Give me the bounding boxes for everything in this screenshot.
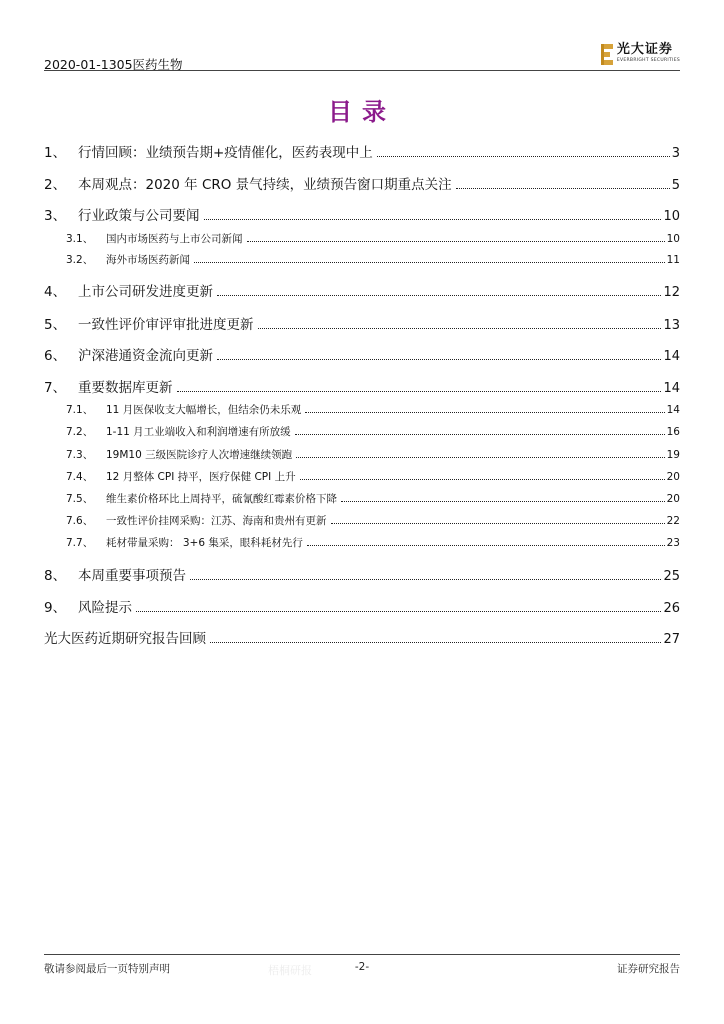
logo-name-en: EVERBRIGHT SECURITIES (616, 58, 680, 63)
toc-page: 14 (663, 381, 680, 396)
toc-page: 19 (666, 449, 680, 461)
toc-entry[interactable] (44, 173, 680, 193)
toc-leader (190, 578, 661, 580)
toc-leader (300, 478, 665, 480)
toc-page: 27 (663, 632, 680, 647)
toc-page: 20 (666, 493, 680, 505)
toc-leader (217, 358, 661, 360)
toc-page: 12 (663, 285, 680, 300)
report-type: 证券研究报告 (617, 963, 680, 975)
toc-title: 本周观点：2020 年 CRO 景气持续，业绩预告窗口期重点关注 (78, 177, 452, 193)
toc-leader (456, 187, 670, 189)
toc-title: 海外市场医药新闻 (106, 254, 190, 266)
toc-number: 9、 (44, 600, 67, 616)
toc-number: 7.4、 (66, 471, 94, 483)
everbright-logo (601, 42, 680, 66)
toc-number: 5、 (44, 317, 67, 333)
toc-title: 11 月医保收支大幅增长，但结余仍未乐观 (106, 404, 302, 416)
toc-title: 维生素价格环比上周持平，硫氰酸红霉素价格下降 (106, 493, 337, 505)
footer-divider (44, 954, 680, 955)
watermark: 梧桐研报 (268, 964, 312, 977)
toc-entry[interactable] (44, 376, 680, 396)
toc-title: 行情回顾：业绩预告期+疫情催化，医药表现中上 (78, 145, 373, 161)
toc-number: 3、 (44, 208, 67, 224)
toc-page: 13 (663, 318, 680, 333)
toc-subentry[interactable] (44, 513, 680, 529)
toc-entry[interactable] (44, 313, 680, 333)
toc-subentry[interactable] (44, 402, 680, 418)
toc-page: 10 (663, 209, 680, 224)
disclaimer-note: 敬请参阅最后一页特别声明 (44, 963, 170, 975)
toc-leader (247, 240, 665, 242)
toc-entry[interactable] (44, 344, 680, 364)
toc-page: 10 (666, 233, 680, 245)
toc-number: 3.1、 (66, 233, 94, 245)
toc-leader (307, 544, 665, 546)
toc-leader (210, 641, 661, 643)
toc-subentry[interactable] (44, 535, 680, 551)
page-title: 目录 (328, 98, 396, 126)
toc-page: 26 (663, 601, 680, 616)
toc-number: 7、 (44, 380, 67, 396)
toc-title: 风险提示 (78, 600, 132, 616)
toc-leader (194, 261, 665, 263)
toc-entry[interactable] (44, 627, 680, 647)
toc-number: 8、 (44, 568, 67, 584)
toc-leader (258, 327, 662, 329)
toc-subentry[interactable] (44, 252, 680, 268)
toc-leader (217, 294, 661, 296)
logo-mark-icon (601, 44, 613, 66)
toc-leader (204, 218, 662, 220)
header-divider (44, 70, 680, 71)
toc-entry[interactable] (44, 564, 680, 584)
toc-page: 14 (663, 349, 680, 364)
toc-number: 7.2、 (66, 426, 94, 438)
toc-title: 1-11 月工业端收入和利润增速有所放缓 (106, 426, 291, 438)
toc-number: 4、 (44, 284, 67, 300)
toc-subentry[interactable] (44, 447, 680, 463)
logo-name-cn: 光大证券 (616, 42, 673, 57)
toc-number: 3.2、 (66, 254, 94, 266)
toc-entry[interactable] (44, 596, 680, 616)
toc-number: 7.5、 (66, 493, 94, 505)
toc-leader (295, 433, 665, 435)
toc-number: 7.7、 (66, 537, 94, 549)
toc-title: 一致性评价审评审批进度更新 (78, 317, 254, 333)
toc-leader (331, 522, 665, 524)
toc-number: 7.6、 (66, 515, 94, 527)
toc-entry[interactable] (44, 280, 680, 300)
toc-subentry[interactable] (44, 424, 680, 440)
toc-leader (341, 500, 665, 502)
toc-title: 19M10 三级医院诊疗人次增速继续领跑 (106, 449, 293, 461)
report-date-code: 2020-01-1305医药生物 (44, 57, 183, 72)
toc-leader (136, 610, 661, 612)
toc-number: 7.3、 (66, 449, 94, 461)
toc-title: 上市公司研发进度更新 (78, 284, 213, 300)
toc-page: 16 (666, 426, 680, 438)
toc-page: 23 (666, 537, 680, 549)
toc-subentry[interactable] (44, 491, 680, 507)
toc-leader (305, 411, 664, 413)
toc-leader (296, 456, 665, 458)
toc-page: 14 (666, 404, 680, 416)
toc-title: 本周重要事项预告 (78, 568, 186, 584)
toc-page: 25 (663, 569, 680, 584)
toc-title: 行业政策与公司要闻 (78, 208, 200, 224)
toc-number: 2、 (44, 177, 67, 193)
toc-number: 6、 (44, 348, 67, 364)
toc-page: 11 (666, 254, 680, 266)
toc-title: 12 月整体 CPI 持平，医疗保健 CPI 上升 (106, 471, 296, 483)
page-number: -2- (354, 961, 370, 973)
toc-entry[interactable] (44, 141, 680, 161)
toc-page: 3 (671, 146, 680, 161)
toc-title: 耗材带量采购： 3+6 集采，眼科耗材先行 (106, 537, 303, 549)
page-footer (44, 954, 680, 984)
toc-subentry[interactable] (44, 469, 680, 485)
toc-title: 光大医药近期研究报告回顾 (44, 631, 206, 647)
toc-page: 20 (666, 471, 680, 483)
toc-title: 一致性评价挂网采购：江苏、海南和贵州有更新 (106, 515, 327, 527)
page-header (44, 40, 680, 80)
toc-page: 22 (666, 515, 680, 527)
toc-title: 重要数据库更新 (78, 380, 173, 396)
toc-entry[interactable] (44, 204, 680, 224)
toc-subentry[interactable] (44, 231, 680, 247)
toc-number: 7.1、 (66, 404, 94, 416)
toc-leader (377, 155, 670, 157)
toc-page: 5 (671, 178, 680, 193)
toc-number: 1、 (44, 145, 67, 161)
toc-title: 沪深港通资金流向更新 (78, 348, 213, 364)
toc-title: 国内市场医药与上市公司新闻 (106, 233, 243, 245)
toc-leader (177, 390, 662, 392)
